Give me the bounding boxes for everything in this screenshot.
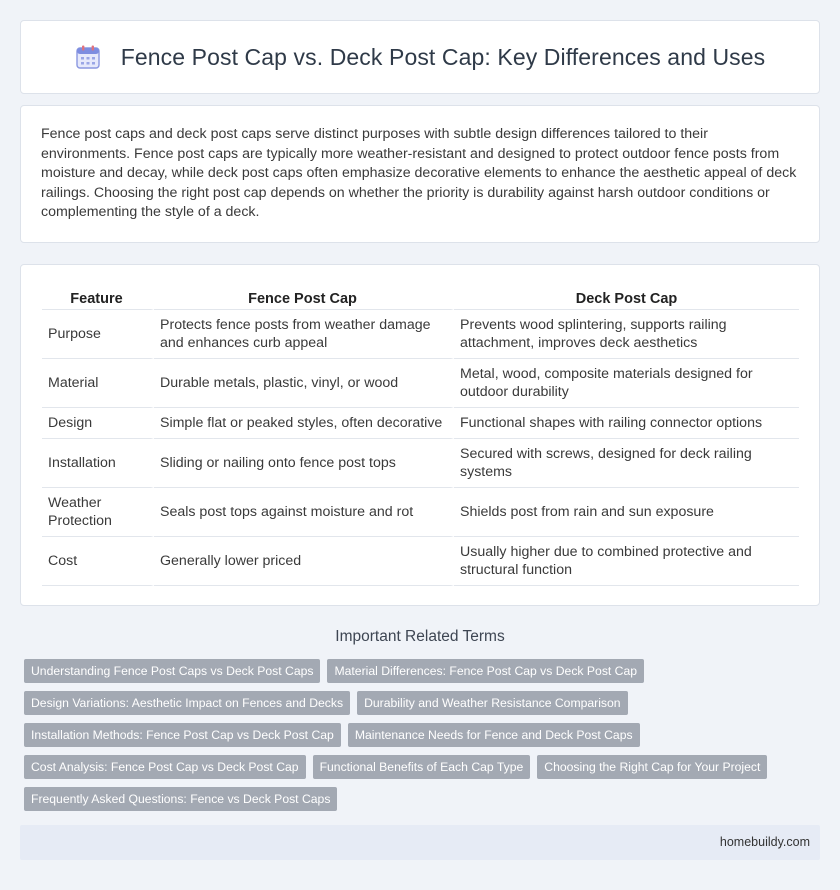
calendar-icon [75, 44, 101, 70]
feature-cell: Design [42, 408, 154, 439]
related-term-tag[interactable]: Design Variations: Aesthetic Impact on Fences and Decks [24, 691, 350, 715]
page-title: Fence Post Cap vs. Deck Post Cap: Key Differences and Uses [120, 43, 766, 70]
table-row [42, 537, 799, 586]
table-row [42, 359, 799, 408]
tag-row [24, 723, 824, 747]
footer-site-link[interactable]: homebuildy.com [719, 835, 810, 849]
feature-cell: Cost [42, 537, 154, 586]
deck-cell: Shields post from rain and sun exposure [454, 488, 799, 537]
related-term-tag[interactable]: Cost Analysis: Fence Post Cap vs Deck Post Cap [24, 755, 306, 779]
deck-cell: Secured with screws, designed for deck railing systems [454, 439, 799, 488]
comparison-table-card [20, 264, 820, 606]
tag-row [24, 787, 824, 811]
fence-cell: Durable metals, plastic, vinyl, or wood [154, 359, 454, 408]
tag-row [24, 691, 824, 715]
feature-cell: Installation [42, 439, 154, 488]
comparison-table [42, 284, 799, 586]
related-term-tag[interactable]: Functional Benefits of Each Cap Type [313, 755, 531, 779]
header-fence-post-cap: Fence Post Cap [154, 284, 454, 310]
fence-cell: Protects fence posts from weather damage and enhances curb appeal [154, 310, 454, 359]
fence-cell: Generally lower priced [154, 537, 454, 586]
related-term-tag[interactable]: Durability and Weather Resistance Comparison [357, 691, 628, 715]
related-term-tag[interactable]: Choosing the Right Cap for Your Project [537, 755, 767, 779]
related-term-tag[interactable]: Frequently Asked Questions: Fence vs Deck Post Caps [24, 787, 337, 811]
fence-cell: Seals post tops against moisture and rot [154, 488, 454, 537]
related-term-tag[interactable]: Installation Methods: Fence Post Cap vs Deck Post Cap [24, 723, 341, 747]
table-row [42, 488, 799, 537]
header-card [20, 20, 820, 94]
fence-cell: Sliding or nailing onto fence post tops [154, 439, 454, 488]
table-row [42, 310, 799, 359]
related-terms-title: Important Related Terms [335, 628, 505, 645]
related-terms-tags [24, 659, 824, 819]
intro-card [20, 105, 820, 243]
fence-cell: Simple flat or peaked styles, often decorative [154, 408, 454, 439]
footer [20, 825, 820, 860]
feature-cell: Weather Protection [42, 488, 154, 537]
deck-cell: Functional shapes with railing connector options [454, 408, 799, 439]
feature-cell: Material [42, 359, 154, 408]
related-term-tag[interactable]: Understanding Fence Post Caps vs Deck Post Caps [24, 659, 320, 683]
header-deck-post-cap: Deck Post Cap [454, 284, 799, 310]
table-header-row [42, 284, 799, 310]
tag-row [24, 755, 824, 779]
deck-cell: Metal, wood, composite materials designed for outdoor durability [454, 359, 799, 408]
header-feature: Feature [42, 284, 154, 310]
feature-cell: Purpose [42, 310, 154, 359]
related-term-tag[interactable]: Material Differences: Fence Post Cap vs Deck Post Cap [327, 659, 644, 683]
intro-paragraph: Fence post caps and deck post caps serve distinct purposes with subtle design differences tailored to their environments. Fence post caps are typically more weather-resistant and designed to protect outdoor fence posts from moisture and decay, while deck post caps often emphasize decorative elements to enhance the aesthetic appeal of deck railings. Choosing the right post cap depends on whether the priority is durability against harsh outdoor conditions or complementing the style of a deck. [41, 126, 797, 221]
deck-cell: Prevents wood splintering, supports railing attachment, improves deck aesthetics [454, 310, 799, 359]
related-term-tag[interactable]: Maintenance Needs for Fence and Deck Post Caps [348, 723, 640, 747]
header [75, 44, 766, 71]
deck-cell: Usually higher due to combined protective and structural function [454, 537, 799, 586]
table-row [42, 439, 799, 488]
tag-row [24, 659, 824, 683]
table-row [42, 408, 799, 439]
